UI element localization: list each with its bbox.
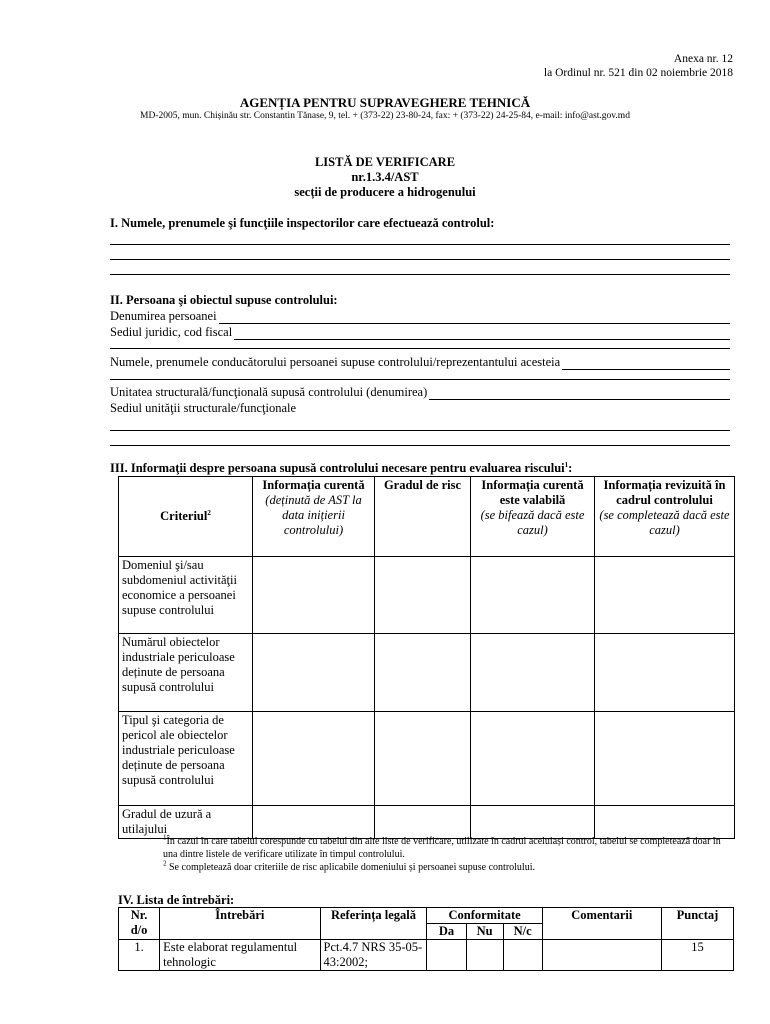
comment-cell[interactable] <box>542 940 661 971</box>
risk-row-label: Domeniul şi/sau subdomeniul activităţii economice a persoanei supuse controlului <box>119 557 253 634</box>
questions-table <box>118 907 734 971</box>
conformity-nu-cell[interactable] <box>466 940 503 971</box>
risk-cell[interactable] <box>253 557 375 634</box>
header-punctaj: Punctaj <box>661 908 733 940</box>
header-revizuita: Informația revizuită în cadrul controlului (se completează dacă este cazul) <box>595 477 735 557</box>
unit-seat-label: Sediul unităţii structurale/funcţionale <box>110 401 297 415</box>
manager-extra-line[interactable] <box>110 366 730 380</box>
question-reference: Pct.4.7 NRS 35-05-43:2002; <box>320 940 427 971</box>
risk-row-label: Gradul de uzură a utilajului <box>119 806 253 839</box>
questions-header-row-1 <box>119 908 734 924</box>
risk-row <box>119 557 735 634</box>
section-3-heading <box>110 461 572 476</box>
question-row <box>119 940 734 971</box>
agency-address: MD-2005, mun. Chișinău str. Constantin Tănase, 9, tel. + (373-22) 23-80-24, fax: + (373-22) 24-25-84, e-mail: info@ast.gov.md <box>140 111 630 121</box>
header-conformitate: Conformitate <box>427 908 542 924</box>
document-title <box>0 155 770 200</box>
risk-row-label: Tipul şi categoria de pericol ale obiectelor industriale periculoase deținute de persoana supusă controlului <box>119 712 253 806</box>
risk-cell[interactable] <box>375 806 471 839</box>
person-name-label: Denumirea persoanei <box>110 309 217 323</box>
annex-order: la Ordinul nr. 521 din 02 noiembrie 2018 <box>543 67 733 79</box>
risk-cell[interactable] <box>375 557 471 634</box>
risk-row <box>119 634 735 712</box>
risk-cell[interactable] <box>471 557 595 634</box>
risk-cell[interactable] <box>595 634 735 712</box>
header-nr: Nr. d/o <box>119 908 160 940</box>
legal-seat-label: Sediul juridic, cod fiscal <box>110 325 233 339</box>
section-4-heading: IV. Lista de întrebări: <box>118 893 235 907</box>
unit-seat-line-2[interactable] <box>110 432 730 446</box>
risk-cell[interactable] <box>471 806 595 839</box>
footnote-2: $^2$ Se completează doar criteriile de risc aplicabile domeniului și persoanei supuse controlului. <box>163 859 535 873</box>
unit-line[interactable] <box>429 388 730 400</box>
unit-seat-line-1[interactable] <box>110 417 730 431</box>
person-name-line[interactable] <box>219 312 730 324</box>
annex-number: Anexa nr. 12 <box>673 53 733 65</box>
agency-name: AGENȚIA PENTRU SUPRAVEGHERE TEHNICĂ <box>239 95 531 110</box>
question-number: 1. <box>119 940 160 971</box>
risk-table-header <box>119 477 735 557</box>
question-score: 15 <box>661 940 733 971</box>
title-line-2: nr.1.3.4/AST <box>351 170 419 184</box>
header-da: Da <box>427 924 466 940</box>
header-intrebari: Întrebări <box>160 908 320 940</box>
conformity-da-cell[interactable] <box>427 940 466 971</box>
risk-cell[interactable] <box>375 712 471 806</box>
header-comentarii: Comentarii <box>542 908 661 940</box>
unit-field[interactable] <box>110 385 730 400</box>
unit-label: Unitatea structurală/funcţională supusă controlului (denumirea) <box>110 385 428 399</box>
annex-reference <box>544 52 733 80</box>
manager-label: Numele, prenumele conducătorului persoanei supuse controlului/reprezentantului acesteia <box>110 355 561 369</box>
risk-cell[interactable] <box>471 712 595 806</box>
title-line-1: LISTĂ DE VERIFICARE <box>314 155 456 169</box>
risk-cell[interactable] <box>253 634 375 712</box>
risk-cell[interactable] <box>595 806 735 839</box>
header-grad-risc: Gradul de risc <box>375 477 471 557</box>
person-name-field[interactable] <box>110 309 730 324</box>
risk-cell[interactable] <box>595 712 735 806</box>
legal-seat-extra-line[interactable] <box>110 335 730 349</box>
section-2-heading: II. Persoana şi obiectul supuse controlului: <box>110 293 338 307</box>
risk-row <box>119 806 735 839</box>
header-nc: N/c <box>503 924 542 940</box>
risk-cell[interactable] <box>253 712 375 806</box>
footnote-1: $^1$În cazul în care tabelul corespunde cu tabelul din alte liste de verificare, utilizate în cadrul aceluiași control, tabelul se completează doar în una dintre listele de verificare utilizate în timpul controlului. <box>163 833 721 860</box>
inspector-line-3[interactable] <box>110 261 730 275</box>
header-valabila: Informația curentă este valabilă (se bifează dacă este cazul) <box>471 477 595 557</box>
title-line-3: secții de producere a hidrogenului <box>294 185 476 199</box>
risk-info-table <box>118 476 735 839</box>
section-3-heading-colon: : <box>568 461 573 475</box>
risk-row <box>119 712 735 806</box>
risk-cell[interactable] <box>253 806 375 839</box>
section-3-heading-footnote-mark: 1 <box>564 460 569 469</box>
risk-cell[interactable] <box>375 634 471 712</box>
section-3-heading-text: III. Informaţii despre persoana supusă controlului necesare pentru evaluarea riscului <box>110 461 565 475</box>
risk-cell[interactable] <box>471 634 595 712</box>
question-text: Este elaborat regulamentul tehnologic <box>160 940 320 971</box>
header-referinta: Referința legală <box>320 908 427 940</box>
inspector-line-1[interactable] <box>110 231 730 245</box>
header-criteriu: Criteriul$^2$ <box>119 477 253 557</box>
header-info-curenta: Informația curentă (deținută de AST la data inițierii controlului) <box>253 477 375 557</box>
header-nu: Nu <box>466 924 503 940</box>
conformity-nc-cell[interactable] <box>503 940 542 971</box>
section-1-heading: I. Numele, prenumele şi funcţiile inspectorilor care efectuează controlul: <box>110 216 495 230</box>
risk-cell[interactable] <box>595 557 735 634</box>
risk-row-label: Numărul obiectelor industriale periculoase deținute de persoana supusă controlului <box>119 634 253 712</box>
inspector-line-2[interactable] <box>110 246 730 260</box>
